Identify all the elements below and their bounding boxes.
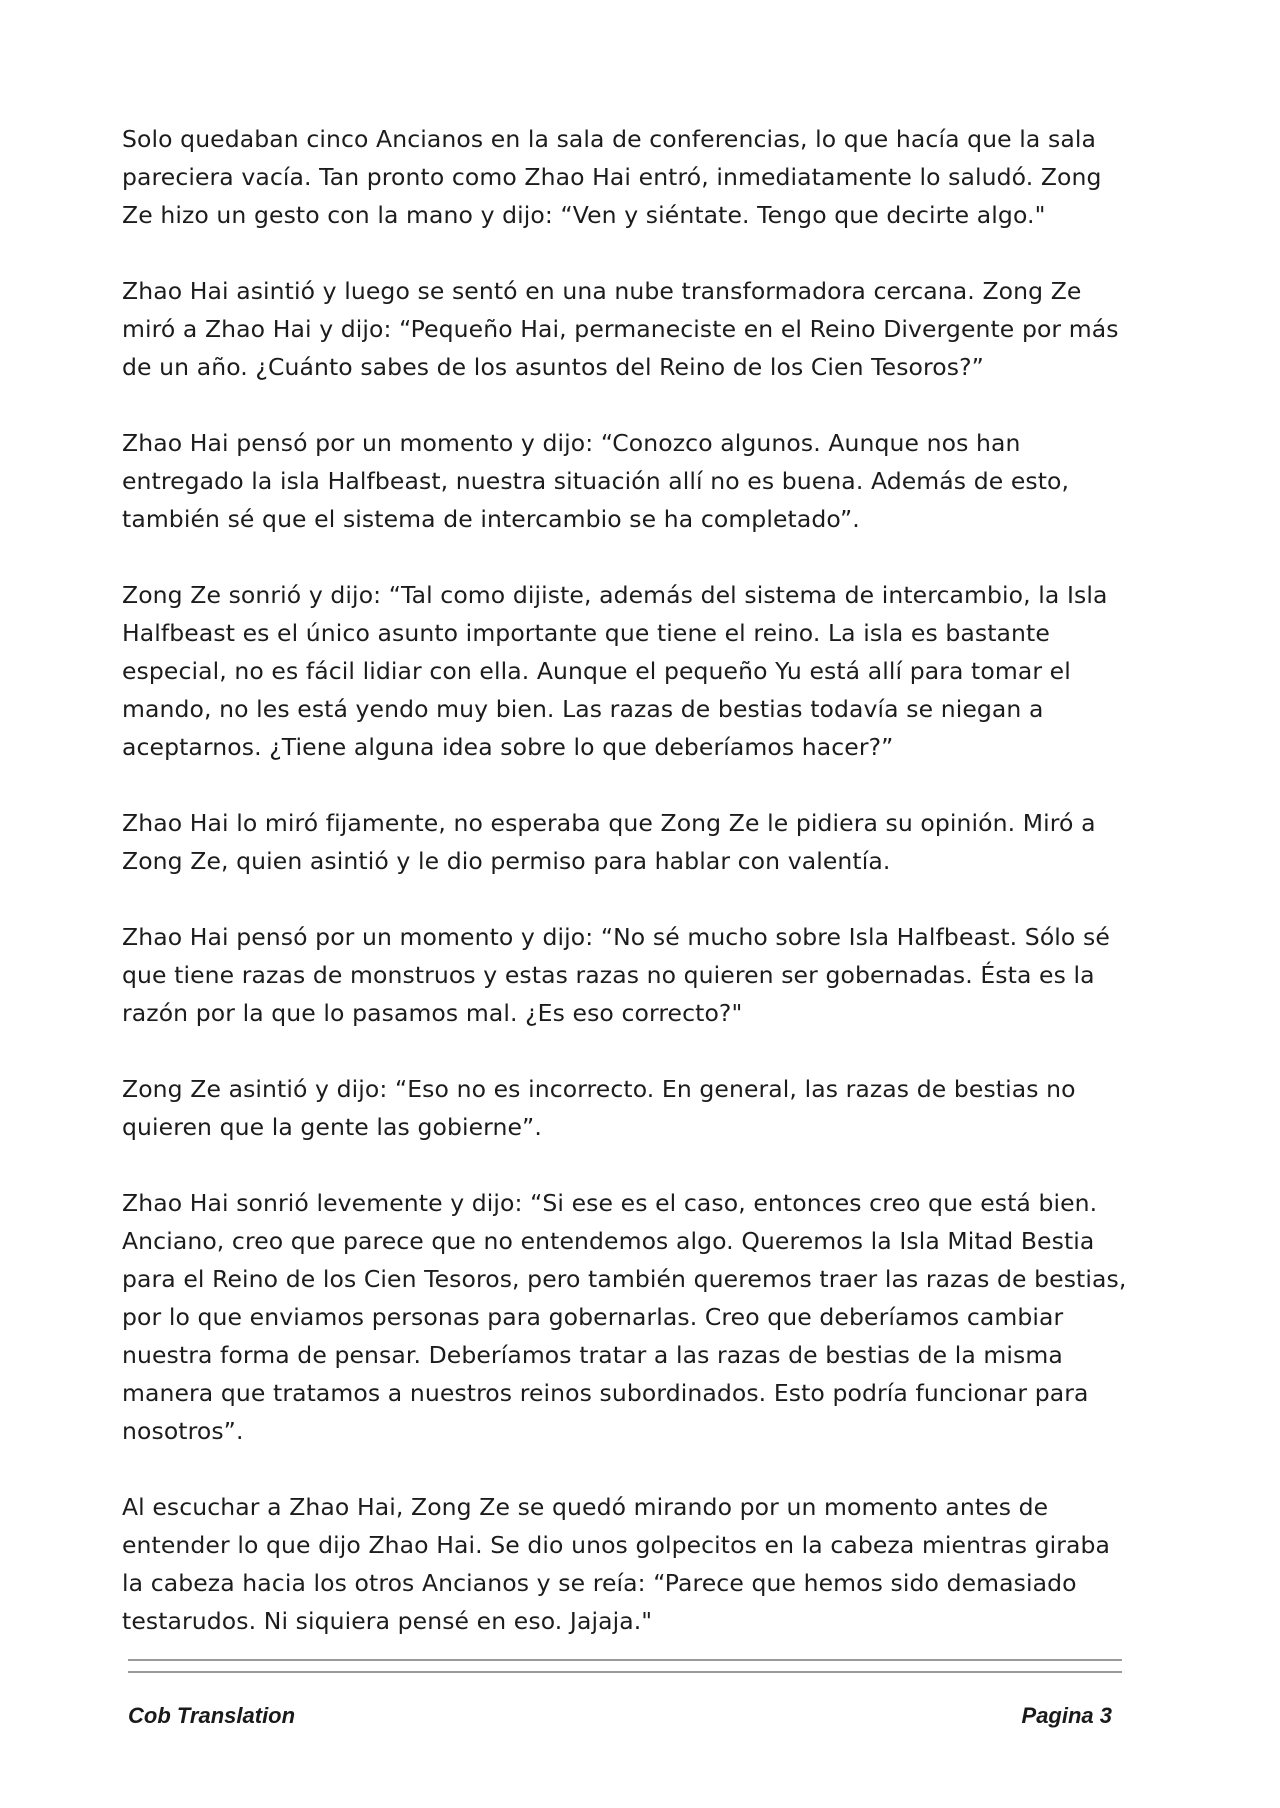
body-text: [122, 120, 1132, 1678]
paragraph: Zhao Hai sonrió levemente y dijo: “Si ese es el caso, entonces creo que está bien. Anciano, creo que parece que no entendemos algo. Queremos la Isla Mitad Bestia para el Reino de los Cien Tesoros, pero también queremos traer las razas de bestias, por lo que enviamos personas para gobernarlas. Creo que deberíamos cambiar nuestra forma de pensar. Deberíamos tratar a las razas de bestias de la misma manera que tratamos a nuestros reinos subordinados. Esto podría funcionar para nosotros”.: [122, 1189, 1127, 1445]
footer-divider-bottom: [128, 1671, 1122, 1673]
paragraph: Zhao Hai asintió y luego se sentó en una nube transformadora cercana. Zong Ze miró a Zhao Hai y dijo: “Pequeño Hai, permaneciste en el Reino Divergente por más de un año. ¿Cuánto sabes de los asuntos del Reino de los Cien Tesoros?”: [122, 277, 1119, 381]
paragraph: Zong Ze sonrió y dijo: “Tal como dijiste, además del sistema de intercambio, la Isla Halfbeast es el único asunto importante que tiene el reino. La isla es bastante especial, no es fácil lidiar con ella. Aunque el pequeño Yu está allí para tomar el mando, no les está yendo muy bien. Las razas de bestias todavía se niegan a aceptarnos. ¿Tiene alguna idea sobre lo que deberíamos hacer?”: [122, 581, 1108, 761]
footer-translator-credit: Cob Translation: [128, 1703, 296, 1728]
footer-divider-top: [128, 1659, 1122, 1661]
paragraph: Al escuchar a Zhao Hai, Zong Ze se quedó mirando por un momento antes de entender lo que dijo Zhao Hai. Se dio unos golpecitos en la cabeza mientras giraba la cabeza hacia los otros Ancianos y se reía: “Parece que hemos sido demasiado testarudos. Ni siquiera pensé en eso. Jajaja.": [122, 1493, 1111, 1635]
footer-page-number: Pagina 3: [1021, 1703, 1112, 1728]
paragraph: Zhao Hai pensó por un momento y dijo: “Conozco algunos. Aunque nos han entregado la isla Halfbeast, nuestra situación allí no es buena. Además de esto, también sé que el sistema de intercambio se ha completado”.: [122, 429, 1070, 533]
paragraph: Zhao Hai lo miró fijamente, no esperaba que Zong Ze le pidiera su opinión. Miró a Zong Ze, quien asintió y le dio permiso para hablar con valentía.: [122, 809, 1096, 875]
paragraph: Solo quedaban cinco Ancianos en la sala de conferencias, lo que hacía que la sala pareciera vacía. Tan pronto como Zhao Hai entró, inmediatamente lo saludó. Zong Ze hizo un gesto con la mano y dijo: “Ven y siéntate. Tengo que decirte algo.": [122, 125, 1102, 229]
paragraph: Zhao Hai pensó por un momento y dijo: “No sé mucho sobre Isla Halfbeast. Sólo sé que tiene razas de monstruos y estas razas no quieren ser gobernadas. Ésta es la razón por la que lo pasamos mal. ¿Es eso correcto?": [122, 923, 1110, 1027]
paragraph: Zong Ze asintió y dijo: “Eso no es incorrecto. En general, las razas de bestias no quieren que la gente las gobierne”.: [122, 1075, 1076, 1141]
